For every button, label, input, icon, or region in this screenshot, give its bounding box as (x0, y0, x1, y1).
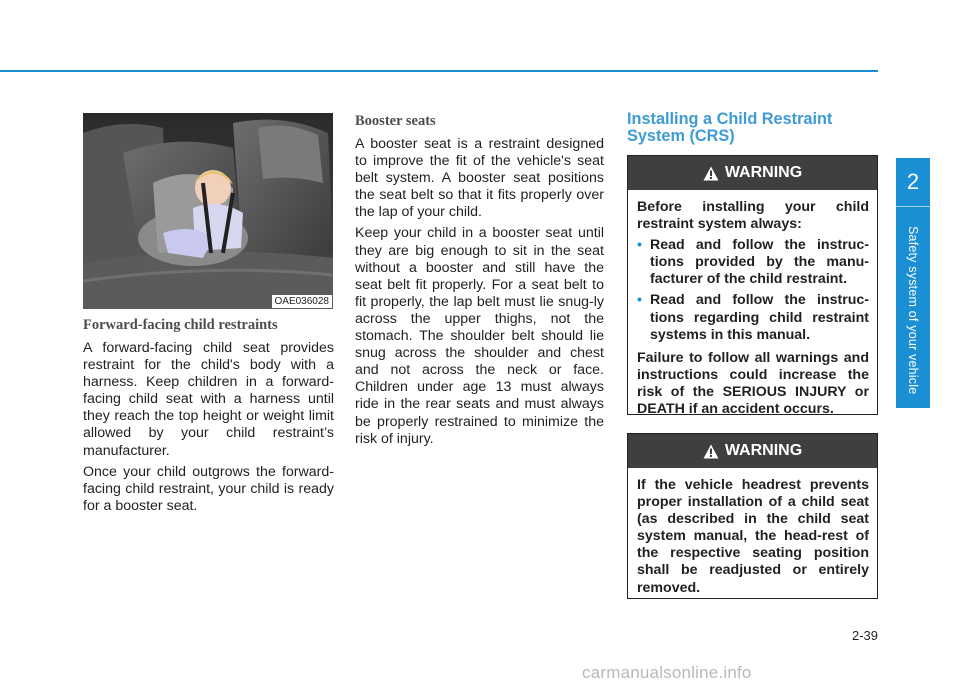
forward-facing-heading: Forward-facing child restraints (83, 317, 278, 333)
side-tab-divider (896, 206, 930, 207)
booster-section (355, 113, 604, 448)
warning-bullet-text-1: Read and follow the instruc-tions provided by the manu-facturer of the child restraint. (650, 237, 869, 288)
warning-box-2 (627, 433, 878, 599)
booster-heading: Booster seats (355, 113, 436, 129)
booster-paragraph-1: A booster seat is a restraint designed to improve the fit of the vehicle's seat belt system. A booster seat positions the seat belt so that it fits properly over the lap of your child. (355, 136, 604, 221)
warning-bullet-text-2: Read and follow the instruc-tions regarding child restraint systems in this manual. (650, 292, 869, 343)
forward-facing-section (83, 317, 334, 515)
warning-body-1 (628, 190, 877, 428)
list-item (637, 237, 869, 288)
warning-bullet-list (637, 237, 869, 344)
forward-facing-paragraph-1: A forward-facing child seat provides restraint for the child's body with a harness. Keep children in a forward-facing child seat with a harness until they reach the top height or weight limit allowed by your child restraint’s manufacturer. (83, 340, 334, 459)
booster-paragraph-2: Keep your child in a booster seat until they are big enough to sit in the seat without a booster and still have the seat belt fit properly. For a seat belt to fit properly, the lap belt must lie snug-ly across the upper thighs, not the stomach. The shoulder belt should lie snug across the shoulder and chest and not across the neck or face. Children under age 13 must always ride in the rear seats and must always be properly restrained to minimize the risk of injury. (355, 225, 604, 447)
figure-code: OAE036028 (272, 295, 333, 308)
warning-box-1 (627, 155, 878, 418)
warning-triangle-icon (703, 444, 719, 459)
child-seat-illustration (83, 113, 333, 309)
watermark: carmanualsonline.info (582, 663, 752, 682)
forward-facing-paragraph-2: Once your child outgrows the forward-facing child restraint, your child is ready for a booster seat. (83, 463, 334, 514)
chapter-label-text: Safety system of your vehicle (906, 225, 920, 395)
installing-crs-title: Installing a Child Restraint System (CRS) (627, 110, 833, 145)
top-rule (0, 70, 878, 72)
warning-label-2: WARNING (724, 442, 803, 459)
bullet-dot: • (637, 237, 642, 254)
warning-header-1 (628, 156, 877, 190)
warning-triangle-icon (703, 166, 719, 181)
warning-trail: Failure to follow all warnings and instructions could increase the risk of the SERIOUS INJURY or DEATH if an accident occurs. (637, 349, 869, 418)
warning-text-2: If the vehicle headrest prevents proper installation of a child seat (as described in the child seat system manual, the head-rest of the respective seating position shall be readjusted or entirely removed. (637, 477, 869, 596)
page-number: 2-39 (851, 628, 878, 643)
warning-intro: Before installing your child restraint system always: (637, 199, 869, 233)
chapter-label (896, 214, 930, 406)
list-item (637, 292, 869, 343)
child-seat-photo (83, 113, 333, 309)
warning-body-2 (628, 468, 877, 607)
chapter-number: 2 (896, 158, 930, 206)
bullet-dot: • (637, 292, 642, 309)
warning-header-2 (628, 434, 877, 468)
warning-label-1: WARNING (724, 164, 803, 181)
